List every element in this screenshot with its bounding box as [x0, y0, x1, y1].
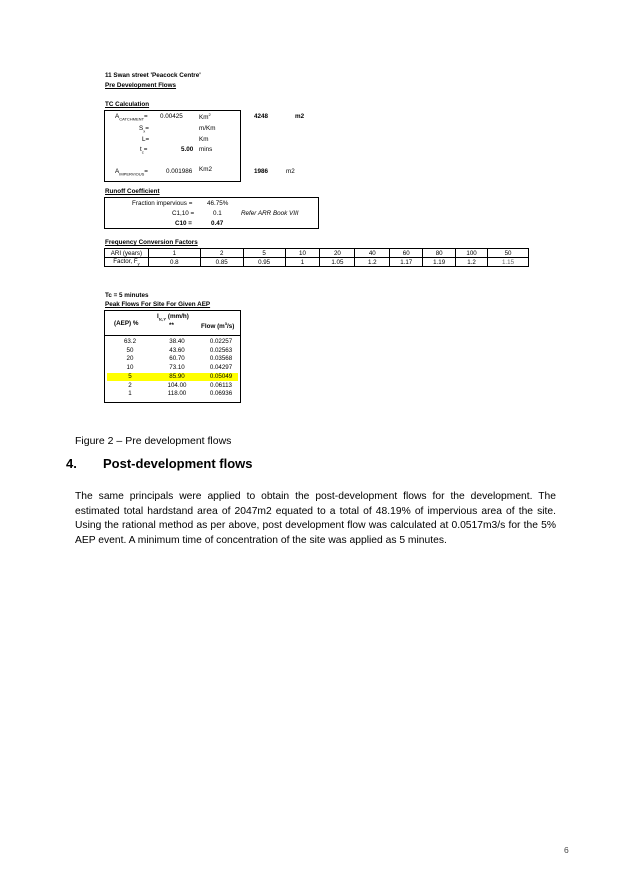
frequency-table	[104, 248, 529, 267]
peak-aep-cell: 10	[126, 364, 134, 372]
ari-row	[105, 249, 529, 258]
peak-intensity-cell: 118.00	[167, 390, 187, 398]
peak-flows-table	[104, 310, 241, 403]
a-catchment-value: 0.00425	[160, 113, 183, 120]
factor-cell: 1.15	[488, 258, 529, 267]
a-impervious-m2-value: 1986	[254, 168, 269, 175]
c110-label: C1,10 =	[172, 210, 195, 217]
project-subtitle: Pre Development Flows	[105, 82, 177, 89]
peak-flow-cell: 0.02563	[209, 346, 233, 354]
a-catchment-m2-value: 4248	[254, 113, 269, 120]
c110-value: 0.1	[213, 210, 222, 217]
col-intensity-header: $I_{tc,Y}$ (mm/h)	[157, 313, 189, 322]
sx-unit: m/Km	[199, 125, 216, 132]
ari-label: ARI (years)	[105, 249, 149, 258]
peak-aep-cell: 20	[126, 355, 134, 363]
table-row	[107, 364, 238, 372]
tc-unit: mins	[199, 146, 213, 153]
sx-label: $S_x=$	[139, 125, 149, 134]
table-row	[107, 373, 238, 381]
project-title: 11 Swan street 'Peacock Centre'	[105, 72, 201, 79]
l-unit: Km	[199, 136, 209, 143]
factor-cell: 1	[285, 258, 320, 267]
peak-intensity-cell: 60.70	[169, 355, 185, 363]
peak-flow-cell: 0.06113	[210, 381, 232, 389]
ari-cell: 40	[355, 249, 390, 258]
a-impervious-unit: Km2	[199, 166, 212, 173]
page-number: 6	[564, 845, 569, 855]
col-flow-header: Flow $(m^3/s)$	[201, 321, 235, 331]
peak-flows-heading: Peak Flows For Site For Given AEP	[105, 301, 211, 308]
a-impervious-value: 0.001986	[166, 168, 193, 175]
c10-value: 0.47	[211, 220, 224, 227]
factor-label: Factor, $F_y$	[105, 258, 149, 267]
factor-cell: 1.17	[390, 258, 423, 267]
table-row	[107, 347, 238, 355]
tc-calc-heading: TC Calculation	[105, 101, 150, 108]
peak-flow-cell: 0.03568	[209, 355, 233, 363]
table-row	[107, 382, 238, 390]
frequency-heading: Frequency Conversion Factors	[105, 239, 198, 246]
peak-intensity-cell: 43.60	[169, 346, 185, 354]
factor-cell: 0.85	[200, 258, 243, 267]
peak-intensity-cell: 73.10	[169, 364, 185, 372]
a-impervious-m2-unit: m2	[286, 168, 295, 175]
peak-flow-cell: 0.02257	[209, 338, 233, 345]
ari-cell: 2	[200, 249, 243, 258]
peak-aep-cell: 5	[128, 372, 132, 380]
ari-cell: 100	[456, 249, 488, 258]
peak-intensity-cell: 38.40	[169, 338, 185, 345]
factor-cell: 1.05	[320, 258, 355, 267]
ari-cell: 80	[423, 249, 456, 258]
a-catchment-unit: Km$^2$	[199, 112, 211, 122]
runoff-heading: Runoff Coefficient	[105, 188, 160, 195]
factor-cell: 1.2	[355, 258, 390, 267]
a-catchment-label: $A_{CATCHMENT}=$	[115, 113, 148, 122]
a-impervious-label: $A_{IMPERVIOUS}=$	[115, 168, 148, 177]
factor-cell: 0.8	[148, 258, 200, 267]
fraction-impervious-value: 46.75%	[207, 200, 229, 207]
factor-cell: 1.2	[456, 258, 488, 267]
ari-cell: 60	[390, 249, 423, 258]
peak-aep-cell: 63.2	[123, 338, 137, 345]
fraction-impervious-label: Fraction impervious =	[132, 200, 193, 207]
section-title: Post-development flows	[103, 456, 253, 471]
table-row	[107, 338, 238, 346]
table-row	[107, 390, 238, 398]
factor-row	[105, 258, 529, 267]
peak-table-header	[105, 311, 240, 336]
peak-flow-cell: 0.05049	[209, 372, 233, 380]
ari-cell: 50	[488, 249, 529, 258]
tc-value: 5.00	[181, 146, 194, 153]
peak-intensity-cell: 104.00	[167, 381, 187, 389]
peak-aep-cell: 50	[126, 346, 134, 354]
ari-cell: 20	[320, 249, 355, 258]
peak-aep-cell: 2	[128, 381, 132, 389]
tc-label: $t_c=$	[140, 146, 148, 155]
table-row	[107, 355, 238, 363]
peak-flow-cell: 0.06936	[209, 390, 233, 398]
peak-aep-cell: 1	[128, 390, 132, 398]
ari-cell: 10	[285, 249, 320, 258]
a-catchment-m2-unit: m2	[295, 113, 305, 120]
body-paragraph: The same principals were applied to obtain the post-development flows for the development. The estimated total hardstand area of 2047m2 equated to a total of 48.19% of impervious area of the site. Using the rational method as per above, post development flow was calculated at 0.0517m3/s for the 5% AEP event. A minimum time of concentration of the site was applied as 5 minutes.	[75, 491, 556, 546]
factor-cell: 0.95	[243, 258, 285, 267]
peak-flow-cell: 0.04297	[209, 364, 233, 372]
ari-cell: 1	[148, 249, 200, 258]
col-intensity-note: **	[169, 322, 174, 329]
factor-cell: 1.19	[423, 258, 456, 267]
ari-cell: 5	[243, 249, 285, 258]
figure-caption: Figure 2 – Pre development flows	[75, 435, 232, 447]
arr-reference: Refer ARR Book VIII	[241, 210, 299, 217]
col-aep-header: (AEP) %	[114, 320, 139, 327]
tc-note: Tc = 5 minutes	[105, 292, 149, 299]
peak-intensity-cell: 85.90	[169, 372, 185, 380]
l-label: L=	[142, 136, 150, 143]
section-number: 4.	[66, 456, 77, 471]
c10-label: C10 =	[175, 220, 192, 227]
